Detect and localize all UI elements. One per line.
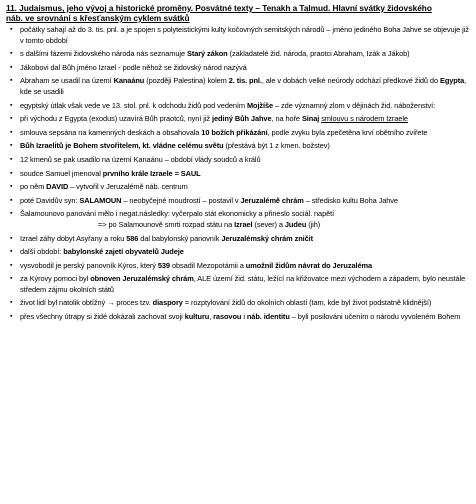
- list-item: [6, 261, 470, 272]
- bold-text: diaspory: [152, 298, 183, 308]
- text-run: , ale v dobách velké neúrody odchází předkové židů do: [261, 76, 440, 86]
- text-run: poté Davidův syn:: [20, 195, 80, 205]
- list-item: [6, 312, 470, 323]
- bold-text: Sinaj: [301, 114, 320, 124]
- text-run: (přestává být 1 z kmen. božstev): [223, 141, 330, 151]
- text-run: Izrael záhy dobyt Asyřany a roku: [20, 233, 127, 243]
- bullet-icon: ▪: [10, 261, 13, 269]
- text-run: . a je spojen s polyteistickými kulty kočovných semitských národů – jméno jediného Boha Jahve se objevuje již v tomto období: [20, 25, 469, 45]
- text-run: (jih): [306, 219, 321, 229]
- bold-text: rasovou: [213, 312, 242, 322]
- bullet-icon: ▪: [10, 50, 13, 58]
- text-run: – zde významný zlom v dějinách žid. náboženství:: [273, 100, 436, 110]
- heading-line-1: 11. Judaismus, jeho vývoj a historické proměny. Posvátné texty – Tenakh a Talmud. Hlavní svátky židovského: [6, 3, 432, 13]
- bullet-icon: ▪: [10, 169, 13, 177]
- list-item: [6, 298, 470, 309]
- text-run: , ALE území žid. státu, ležící na křižovatce mezi východem a západem, bylo neustále středem zájmu okolních států: [20, 274, 466, 294]
- text-run: – středisko kultu Boha Jahve: [303, 195, 398, 205]
- bullet-icon: ▪: [10, 77, 13, 85]
- bold-text: obnoven Jeruzalémský chrám: [90, 274, 194, 284]
- text-run: Abraham se usadil na území: [20, 76, 114, 86]
- list-item-text: [20, 114, 408, 123]
- list-item-text: [20, 247, 184, 256]
- bold-text: Izrael: [234, 219, 253, 229]
- list-item-text: [20, 63, 247, 72]
- list-item: [6, 128, 470, 139]
- bullet-icon: ▪: [10, 183, 13, 191]
- list-item-subline: [20, 220, 470, 231]
- text-run: – byli posilováni učením o národu vyvoleném Bohem: [289, 312, 461, 322]
- bold-text: 10 božích přikázání: [201, 127, 268, 137]
- bold-text: Egypta: [439, 76, 465, 86]
- list-item: [6, 182, 470, 193]
- list-item: [6, 196, 470, 207]
- bullet-icon: ▪: [10, 313, 13, 321]
- list-item-text: [20, 182, 188, 191]
- list-item-text: [20, 274, 465, 294]
- text-run: – vytvořil v Jeruzalémě náb. centrum: [68, 182, 188, 192]
- bold-text: Starý zákon: [186, 49, 228, 59]
- text-run: 12 kmenů se pak usadilo na území Kanaánu – období vlády soudců a králů: [20, 154, 261, 164]
- bullet-icon: ▪: [10, 63, 13, 71]
- bold-text: náb. identitu: [246, 312, 290, 322]
- list-item: [6, 141, 470, 152]
- bullet-icon: ▪: [10, 299, 13, 307]
- bold-text: Kanaánu: [113, 76, 145, 86]
- bullet-icon: ▪: [10, 101, 13, 109]
- list-item-text: [20, 128, 427, 137]
- section-heading: [6, 3, 470, 23]
- text-run: (zakladatelé žid. národa, praotci Abraham, Izák a Jákob): [227, 49, 410, 59]
- bullet-list: [6, 25, 470, 323]
- bullet-icon: ▪: [10, 234, 13, 242]
- list-item: [6, 114, 470, 125]
- list-item: [6, 169, 470, 180]
- text-run: další období:: [20, 247, 64, 257]
- bold-text: 539: [157, 260, 170, 270]
- bold-text: umožnil židům návrat do Jeruzaléma: [245, 260, 373, 270]
- list-item-text: [20, 196, 398, 205]
- list-item: [6, 209, 470, 230]
- list-item: [6, 25, 470, 46]
- bold-text: Jeruzalémský chrám zničit: [221, 233, 314, 243]
- bullet-icon: ▪: [10, 248, 13, 256]
- list-item: [6, 76, 470, 97]
- heading-line-2: náb. ve srovnání s křesťanským cyklem svátků: [6, 13, 190, 23]
- bold-text: prvního krále Izraele = SAUL: [102, 168, 201, 178]
- bold-text: babylonské zajetí obyvatelů Judeje: [63, 247, 184, 257]
- text-run: , kde se usadili: [20, 76, 467, 96]
- bullet-icon: ▪: [10, 142, 13, 150]
- list-item-text: [20, 312, 460, 321]
- list-item-text: [20, 76, 466, 96]
- list-item-text: [20, 234, 313, 243]
- text-run: počátky sahají až do 3. tis. pnl: [20, 25, 117, 34]
- text-run: (sever) a: [252, 219, 285, 229]
- text-run: za Kýrovy pomoci byl: [20, 274, 91, 284]
- list-item-text: [20, 209, 334, 218]
- list-item: [6, 155, 470, 166]
- bold-text: kulturu: [184, 312, 210, 322]
- list-item-text: [20, 261, 372, 270]
- text-run: , na hoře: [271, 114, 302, 124]
- bullet-icon: ▪: [10, 210, 13, 218]
- bold-text: Bůh Izraelitů je Bohem stvořitelem, kt. vládne celému světu: [20, 141, 224, 151]
- text-run: ,: [209, 312, 214, 322]
- text-run: obsadil Mezopotámii a: [169, 260, 246, 270]
- text-run: , podle zvyku byla zpečetěna krví obětního zvířete: [267, 127, 428, 137]
- text-run: přes všechny útrapy si židé dokázali zachovat svoji: [20, 312, 185, 322]
- text-run: – neobyčejné moudrostí – postavil v: [121, 195, 241, 205]
- list-item: [6, 274, 470, 295]
- list-item: [6, 247, 470, 258]
- bold-text: Jeruzalémě chrám: [240, 195, 304, 205]
- text-run: vysvobodil je perský panovník Kýros, který: [20, 260, 158, 270]
- bold-text: 586: [126, 233, 139, 243]
- text-run: i: [241, 312, 247, 322]
- bullet-icon: ▪: [10, 128, 13, 136]
- text-run: egyptský útlak však vede ve 13. stol. pnl. k odchodu židů pod vedením: [20, 100, 247, 110]
- text-run: => po Salamounově smrti rozpad státu na: [98, 219, 235, 229]
- text-run: = rozptylování židů do okolních oblastí (tam, kde byl život podstatně klidnější): [182, 298, 432, 308]
- text-run: Jákobovi dal Bůh jméno Izrael - podle něhož se židovský národ nazývá: [20, 62, 247, 72]
- text-run: po něm: [20, 182, 47, 192]
- list-item: [6, 101, 470, 112]
- text-run: s dalšími fázemi židovského národa nás seznamuje: [20, 49, 187, 59]
- bold-text: Judeu: [284, 219, 307, 229]
- list-item-text: [20, 169, 201, 178]
- list-item: [6, 234, 470, 245]
- text-run: život lidí byl natolik obtížný → proces tzv.: [20, 298, 153, 308]
- text-run: smlouva sepsána na kamenných deskách a obsahovala: [20, 127, 202, 137]
- bold-text: jediný Bůh Jahve: [211, 114, 272, 124]
- bold-text: 2. tis. pnl.: [228, 76, 262, 86]
- text-run: při východu z Egypta (exodus) uzavírá Bůh praotců, nyní již: [20, 114, 212, 124]
- underlined-text: smlouvu s národem Izraele: [321, 114, 408, 124]
- text-run: dal babylonský panovník: [138, 233, 222, 243]
- text-run: Šalamounovo panování mělo i negat.následky: vyčerpalo stát ekonomicky a přineslo sociál. napětí: [20, 209, 335, 219]
- bullet-icon: ▪: [10, 196, 13, 204]
- list-item: [6, 49, 470, 60]
- bullet-icon: ▪: [10, 115, 13, 123]
- list-item-text: [20, 298, 431, 307]
- bold-text: DAVID: [46, 182, 69, 192]
- bold-text: Mojžíše: [246, 100, 274, 110]
- list-item-text: [20, 141, 330, 150]
- list-item-text: [20, 49, 410, 58]
- bullet-icon: ▪: [10, 275, 13, 283]
- bold-text: SALAMOUN: [79, 195, 122, 205]
- list-item-text: [20, 25, 469, 45]
- bullet-icon: ▪: [10, 155, 13, 163]
- text-run: (později Palestina) kolem: [144, 76, 229, 86]
- bullet-icon: ▪: [10, 26, 13, 33]
- text-run: soudce Samuel jmenoval: [20, 168, 103, 178]
- list-item-text: [20, 101, 435, 110]
- list-item-text: [20, 155, 261, 164]
- list-item: [6, 63, 470, 74]
